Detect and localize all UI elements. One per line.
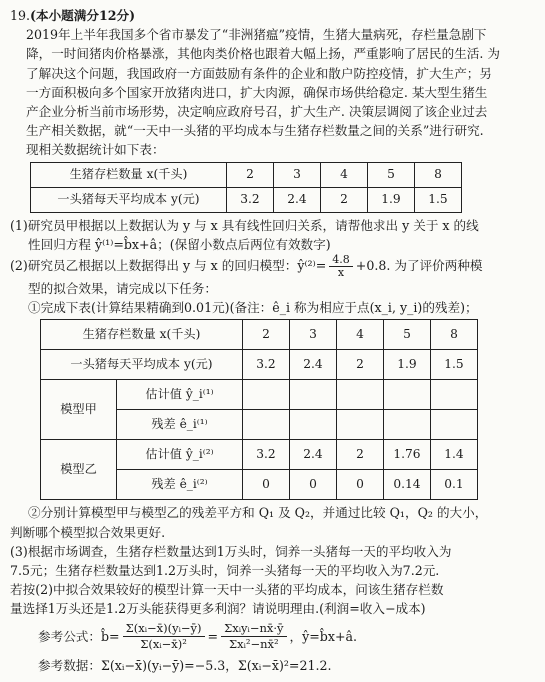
table-cell [290, 380, 337, 410]
table-row [41, 380, 478, 410]
table-cell [384, 380, 431, 410]
table-cell [337, 380, 384, 410]
table-cell: 3 [274, 162, 321, 187]
table-cell: 4 [321, 162, 368, 187]
table-cell [290, 410, 337, 440]
estimate-label: 估计值 ŷ_i⁽¹⁾ [117, 380, 243, 410]
question-header [10, 6, 537, 25]
row-label: 一头猪每天平均成本 y(元) [31, 187, 227, 212]
formula-fraction-2 [221, 621, 286, 652]
table-cell: 0.1 [431, 470, 478, 500]
table-row [41, 320, 478, 350]
table-cell: 5 [384, 320, 431, 350]
question-intro [10, 25, 537, 159]
table-cell [431, 410, 478, 440]
table-row [41, 440, 478, 470]
table-cell: 5 [368, 162, 415, 187]
part-2 [10, 254, 537, 317]
table-cell: 1.9 [368, 187, 415, 212]
table-cell: 1.5 [431, 350, 478, 380]
fraction-numerator: 4.8 [329, 254, 353, 267]
question-number: 19. [10, 8, 31, 23]
part-line: 量选择1万头还是1.2万头能获得更多利润？请说明理由.(利润=收入−成本) [10, 601, 426, 617]
model-fraction [329, 254, 353, 279]
table-cell: 0 [337, 470, 384, 500]
part-line: 若按(2)中拟合效果较好的模型计算一天中一头猪的平均成本，问该生猪存栏数 [10, 582, 444, 598]
table-cell [431, 380, 478, 410]
table-cell: 1.9 [384, 350, 431, 380]
reference-label: 参考数据： [38, 657, 101, 673]
table-cell: 3.2 [243, 440, 290, 470]
part-line: 7.5元；生猪存栏数量达到1.2万头时，饲养一头猪每一天的平均收入为7.2元. [10, 563, 440, 579]
formula-fraction-1 [123, 621, 205, 652]
table-cell [243, 380, 290, 410]
task-line: 判断哪个模型拟合效果更好. [10, 524, 166, 540]
part2-line1: (2)研究员乙根据以上数据得出 y 与 x 的回归模型：ŷ⁽²⁾= [10, 258, 327, 274]
row-label: 生猪存栏数量 x(千头) [41, 320, 243, 350]
table-cell: 2.4 [290, 440, 337, 470]
intro-line: 现相关数据统计如下表： [26, 142, 165, 158]
table-cell: 2 [321, 187, 368, 212]
table-cell: 1.4 [431, 440, 478, 470]
table-cell: 8 [431, 320, 478, 350]
b-hat: b̂= [100, 628, 120, 644]
fraction-numerator: Σxᵢyᵢ−nx̄·ȳ [221, 621, 286, 637]
reference-text: Σ(xᵢ−x̄)(yᵢ−ȳ)=−5.3，Σ(xᵢ−x̄)²=21.2. [100, 657, 332, 673]
table-cell: 2 [337, 440, 384, 470]
table-cell: 2 [227, 162, 274, 187]
intro-line: 降，一时间猪肉价格暴涨，其他肉类价格也跟着大幅上扬，严重影响了居民的生活. 为 [26, 46, 500, 62]
residual-label: 残差 ê_i⁽¹⁾ [117, 410, 243, 440]
table-cell: 8 [415, 162, 462, 187]
residual-label: 残差 ê_i⁽²⁾ [117, 470, 243, 500]
row-label: 生猪存栏数量 x(千头) [31, 162, 227, 187]
table-cell [337, 410, 384, 440]
estimate-label: 估计值 ŷ_i⁽²⁾ [117, 440, 243, 470]
table-row [31, 187, 462, 212]
table-cell [243, 410, 290, 440]
reference-formula: 参考公式： b̂= $\frac{\text{Σ(xᵢ−x̄)(yᵢ−ȳ)}}{\text{Σ(xᵢ−x̄)²}}$ = $\frac{\text{Σxᵢyᵢ−nx̄·ȳ}}{\text{Σxᵢ²−nx̄²}}$ ，ŷ=b̂x+â. [38, 620, 358, 651]
table-cell: 3.2 [243, 350, 290, 380]
intro-line: 了解决这个问题，我国政府一方面鼓励有条件的企业和散户防控疫情，扩大生产；另 [26, 65, 492, 81]
table-row [31, 162, 462, 187]
data-table [30, 162, 462, 213]
part-line: (3)根据市场调查，生猪存栏数量达到1万头时，饲养一头猪每一天的平均收入为 [10, 543, 452, 559]
task-1: ①完成下表(计算结果精确到0.01元)(备注：ê_i 称为相应于点(x_i, y_i)的残差)； [28, 300, 478, 316]
question-score: (本小题满分12分) [30, 8, 136, 23]
part-line [10, 254, 537, 279]
table-cell: 0 [243, 470, 290, 500]
model-a-label: 模型甲 [41, 380, 117, 440]
part-line: 型的拟合效果，请完成以下任务： [28, 281, 217, 297]
model-b-label: 模型乙 [41, 440, 117, 500]
table-cell: 0 [290, 470, 337, 500]
intro-line: 产企业分析当前市场形势，决定响应政府号召，扩大生产. 决策层调阅了该企业过去 [26, 104, 488, 120]
table-cell: 2 [337, 350, 384, 380]
table-cell: 2.4 [290, 350, 337, 380]
reference-data [38, 656, 537, 675]
fraction-numerator: Σ(xᵢ−x̄)(yᵢ−ȳ) [123, 621, 205, 637]
intro-line: 一方面积极向多个国家开放猪肉进口，扩大肉源，确保市场供给稳定. 某大型生猪生 [26, 84, 488, 100]
table-cell: 2 [243, 320, 290, 350]
formula-label: 参考公式： [38, 628, 101, 644]
row-label: 一头猪每天平均成本 y(元) [41, 350, 243, 380]
table-cell: 1.5 [415, 187, 462, 212]
formula-tail: ，ŷ=b̂x+â. [289, 628, 358, 644]
table-cell: 3.2 [227, 187, 274, 212]
residual-table [40, 319, 478, 500]
table-cell: 0.14 [384, 470, 431, 500]
part2-line1-tail: +0.8. 为了评价两种模 [355, 258, 483, 274]
part-1 [10, 216, 537, 254]
table-cell: 2.4 [274, 187, 321, 212]
part-line: 性回归方程 ŷ⁽¹⁾=b̂x+â；(保留小数点后两位有效数字) [28, 236, 331, 252]
intro-line: 2019年上半年我国多个省市暴发了“非洲猪瘟”疫情，生猪大量病死，存栏量急剧下 [26, 27, 487, 43]
table-row [41, 350, 478, 380]
fraction-denominator: x [337, 266, 345, 280]
task-2 [10, 503, 537, 541]
table-cell [384, 410, 431, 440]
part-line: (1)研究员甲根据以上数据认为 y 与 x 具有线性回归关系，请帮他求出 y 关于 x 的线 [10, 217, 479, 233]
table-cell: 3 [290, 320, 337, 350]
fraction-denominator: Σ(xᵢ−x̄)² [140, 636, 187, 651]
table-cell: 1.76 [384, 440, 431, 470]
table-cell: 4 [337, 320, 384, 350]
intro-line: 生产相关数据，就“一天中一头猪的平均成本与生猪存栏数量之间的关系”进行研究. [26, 123, 484, 139]
task-line: ②分别计算模型甲与模型乙的残差平方和 Q₁ 及 Q₂，并通过比较 Q₁，Q₂ 的大小， [28, 505, 488, 521]
fraction-denominator: Σxᵢ²−nx̄² [228, 636, 279, 651]
part-3 [10, 542, 537, 619]
